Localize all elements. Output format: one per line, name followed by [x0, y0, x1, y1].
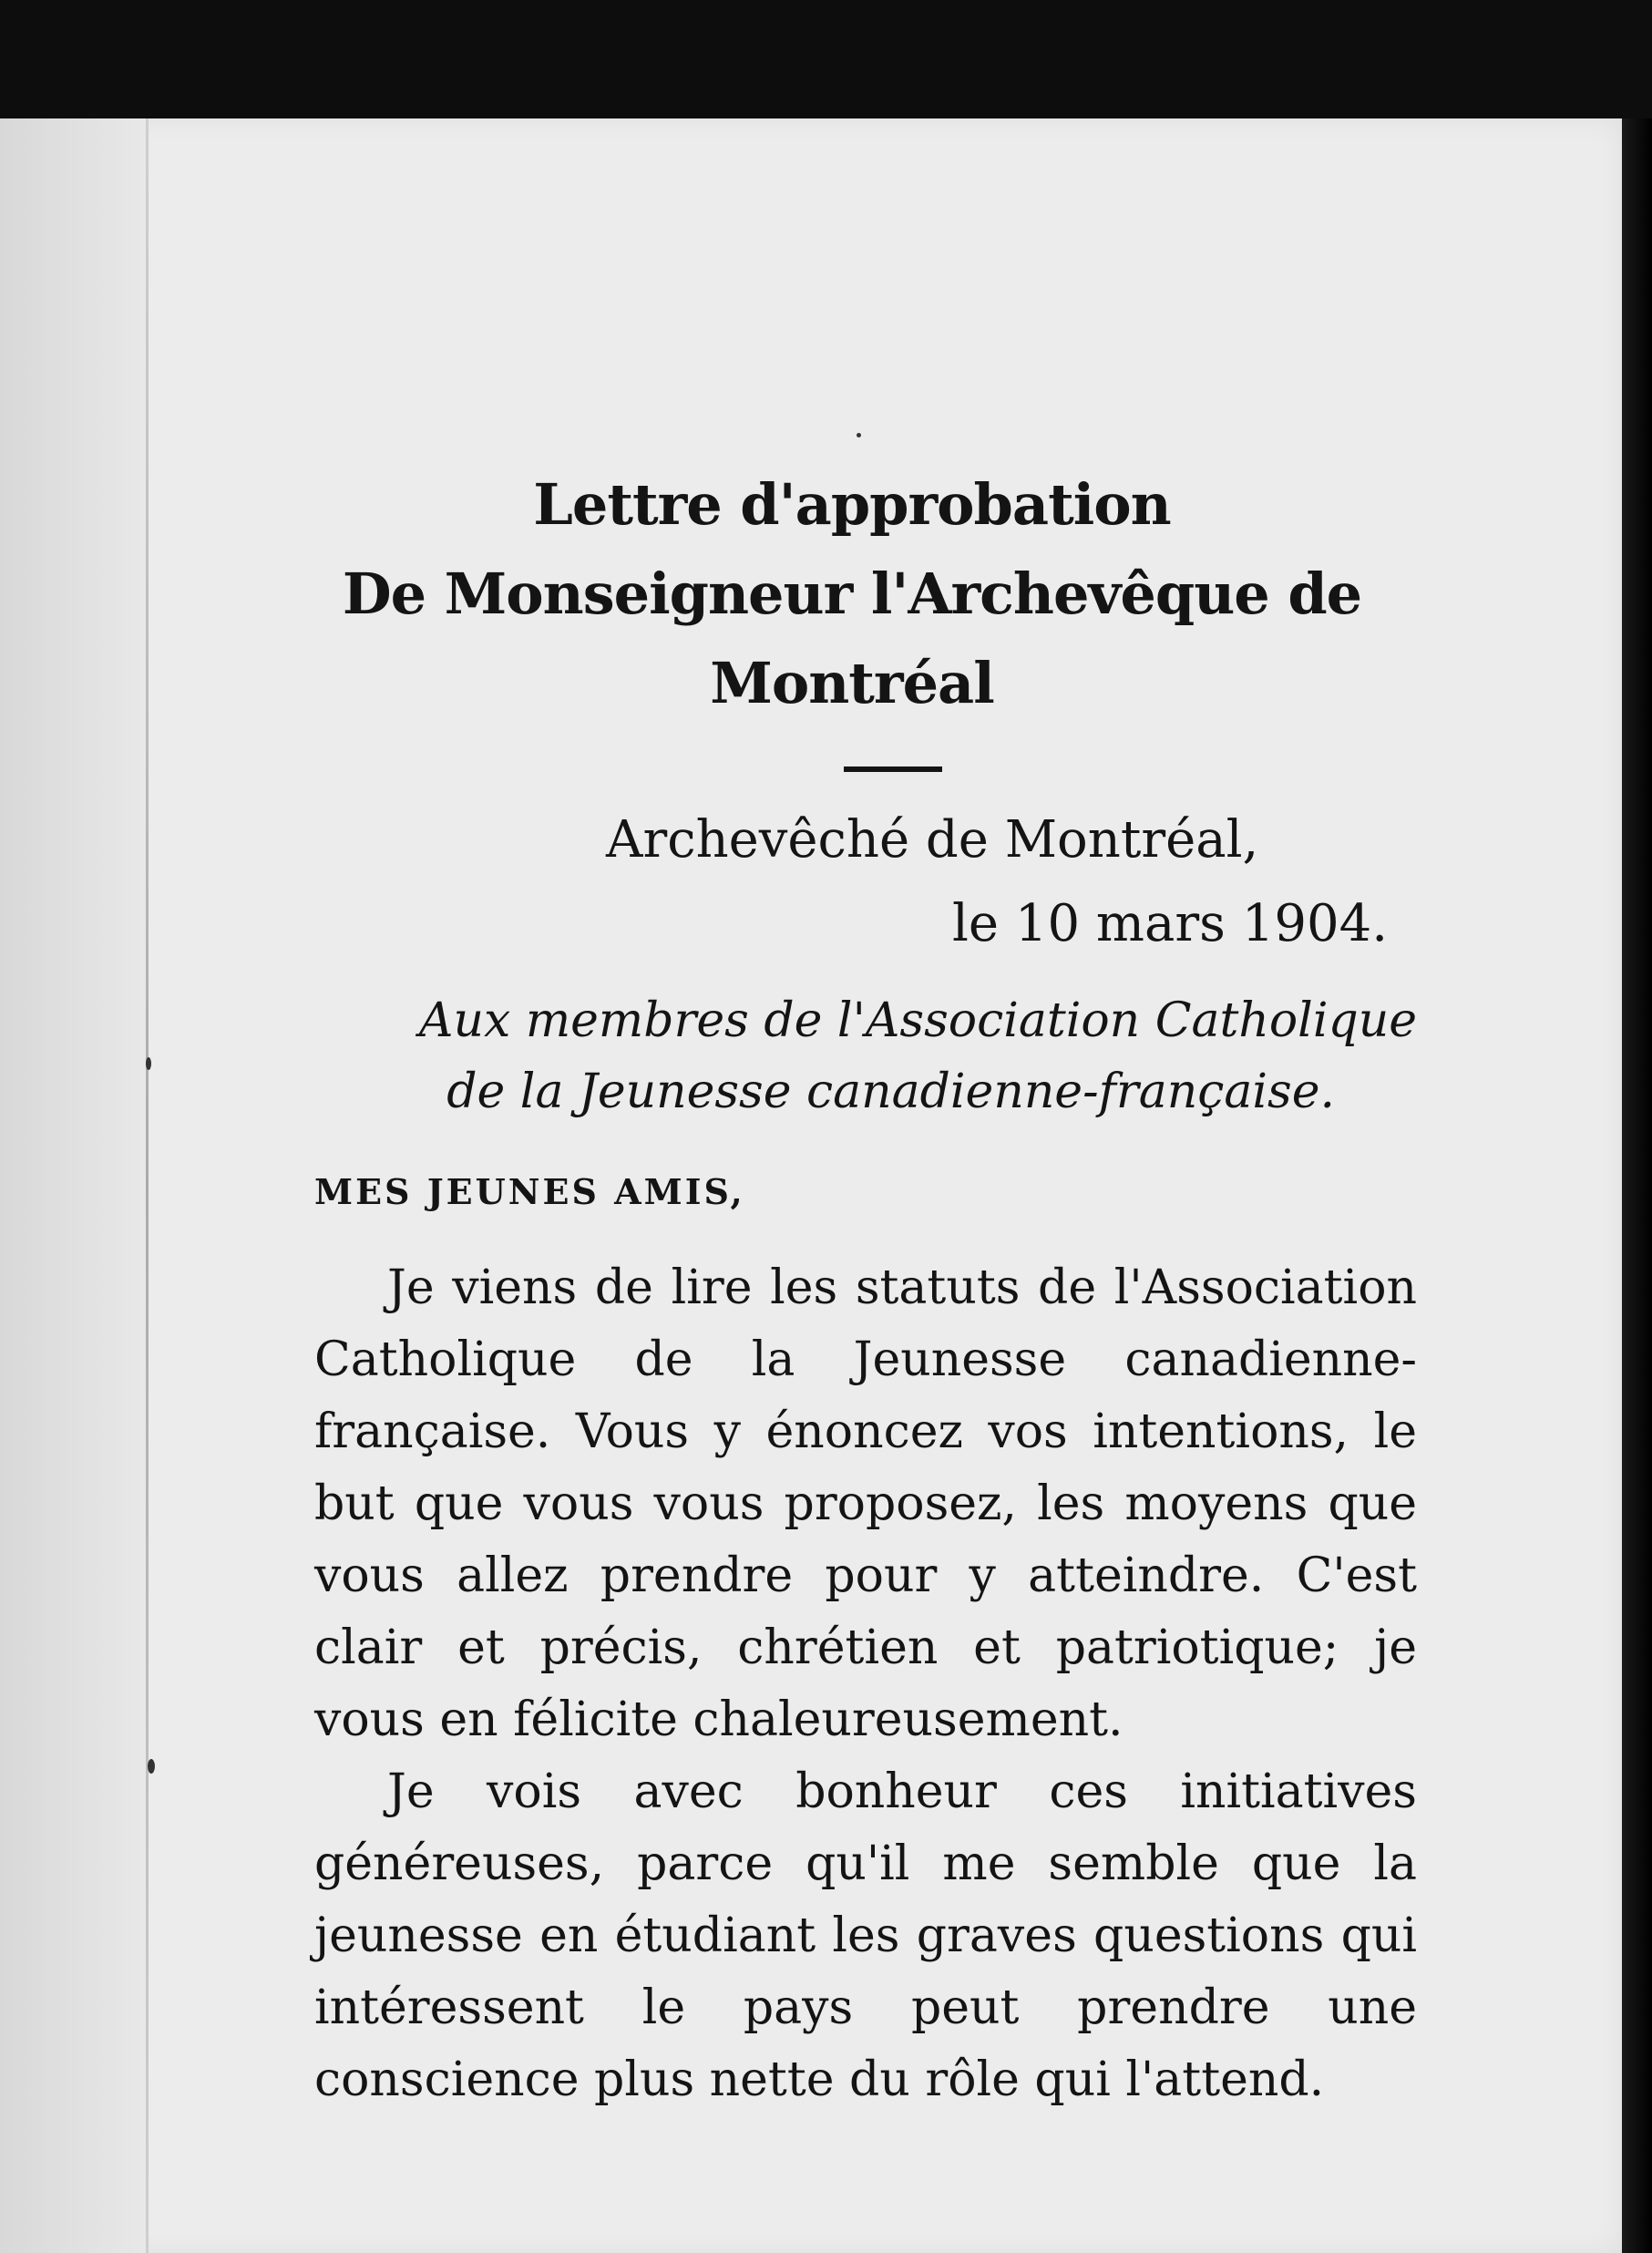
scan-speck — [146, 1057, 151, 1070]
left-margin — [0, 118, 146, 2253]
letter-salutation: MES JEUNES AMIS, — [314, 1171, 745, 1212]
title-divider — [844, 766, 942, 772]
title-line-2: De Monseigneur l'Archevêque de Montréal — [342, 561, 1362, 716]
letter-address — [314, 985, 1417, 1127]
page-fold-line — [146, 118, 149, 2253]
letter-date: le 10 mars 1904. — [952, 894, 1389, 953]
address-line-1: Aux membres de l'Association Catholique — [418, 993, 1417, 1048]
scan-speck — [857, 433, 861, 437]
letter-paragraph: Je viens de lire les statuts de l'Association Catholique de la Jeunesse canadienne-française. Vous y énoncez vos intentions, le but que vous vous proposez, les moyens que vous allez prendre pour y atteindre. C'est clair et précis, chrétien et patriotique; je vous en félicite chaleureusement. — [314, 1260, 1417, 1747]
letter-title — [287, 460, 1417, 728]
title-line-1: Lettre d'approbation — [533, 471, 1171, 538]
letter-paragraph: Je vois avec bonheur ces initiatives généreuses, parce qu'il me semble que la jeunesse en étudiant les graves questions qui intéressent le pays peut prendre une conscience plus nette du rôle qui l'attend. — [314, 1764, 1417, 2107]
scan-speck — [148, 1759, 155, 1774]
address-line-2: de la Jeunesse canadienne-française. — [446, 1065, 1335, 1119]
page-right-edge — [1622, 118, 1652, 2253]
letter-place: Archevêché de Montréal, — [606, 810, 1259, 869]
letter-content — [314, 460, 1417, 2116]
